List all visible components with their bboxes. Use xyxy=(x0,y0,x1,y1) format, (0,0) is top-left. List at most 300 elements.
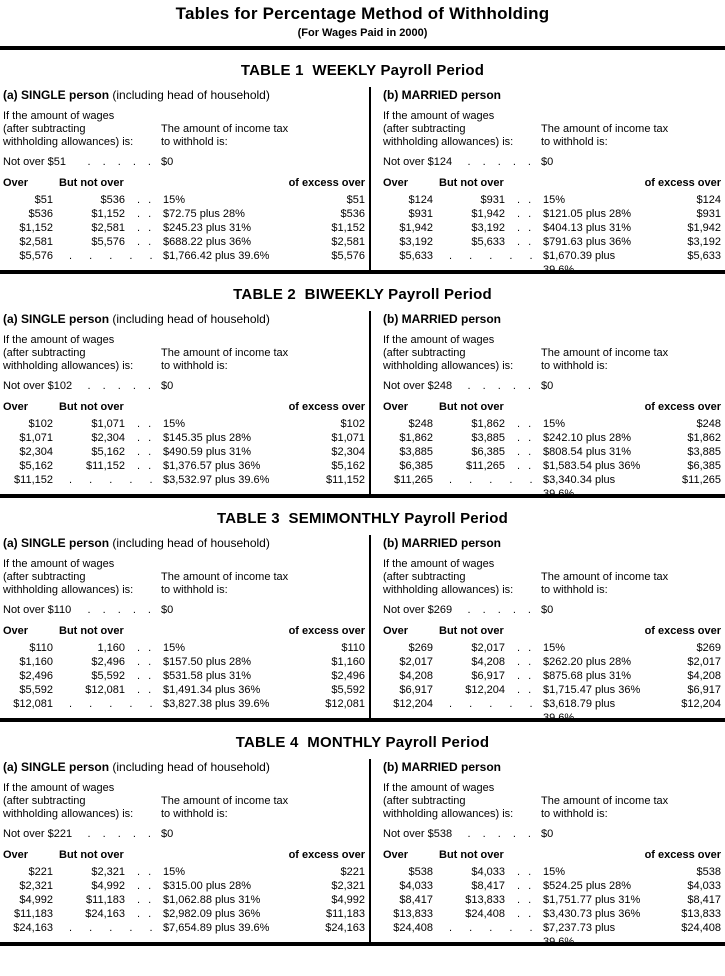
excess-over-amount: $2,581 xyxy=(331,236,365,248)
tax-formula: $262.20 plus 28% xyxy=(543,656,632,668)
tax-desc-line: The amount of income tax xyxy=(161,795,289,807)
over-amount: $3,192 xyxy=(399,236,433,248)
tax-bracket-row xyxy=(383,893,721,907)
excess-over-amount: $2,304 xyxy=(331,446,365,458)
table-title: TABLE 2 BIWEEKLY Payroll Period xyxy=(233,286,492,303)
excess-over-amount: $12,204 xyxy=(681,698,721,710)
wages-desc-line: (after subtracting xyxy=(3,571,86,583)
dot-leader: . . xyxy=(517,880,532,892)
married-section-heading xyxy=(383,760,721,775)
head-of-household-note: (including head of household) xyxy=(112,312,270,326)
single-person-label: SINGLE person xyxy=(21,536,110,550)
not-over-threshold xyxy=(3,380,161,393)
but-not-over-amount: $24,163 xyxy=(85,908,125,920)
married-section-heading xyxy=(383,312,721,327)
tax-bracket-row xyxy=(383,879,721,893)
but-not-over-amount: $4,992 xyxy=(91,880,125,892)
over-amount: $269 xyxy=(408,642,433,654)
column-descriptions xyxy=(383,334,721,373)
over-amount: $11,265 xyxy=(394,474,433,486)
not-over-result: $0 xyxy=(541,156,554,168)
table-columns xyxy=(0,535,725,724)
tax-formula: $1,491.34 plus 36% xyxy=(163,684,261,696)
dot-leader: . . xyxy=(137,194,152,206)
tax-bracket-row xyxy=(383,417,721,431)
dot-leader: . . xyxy=(137,894,152,906)
tax-bracket-row xyxy=(383,459,721,473)
over-amount: $1,160 xyxy=(19,656,53,668)
dot-leader: . . xyxy=(517,894,532,906)
excess-over-amount: $5,162 xyxy=(331,460,365,472)
tax-formula: 15% xyxy=(163,418,186,430)
not-over-amount: $248 xyxy=(427,380,453,392)
not-over-label: Not over $538 xyxy=(383,828,453,840)
excess-over-amount: $124 xyxy=(696,194,721,206)
dot-leader: . . . . . xyxy=(87,380,151,392)
column-descriptions xyxy=(383,558,721,597)
tax-formula: $7,237.73 plus 39.6% xyxy=(543,922,616,948)
over-amount: $2,321 xyxy=(19,880,53,892)
over-column-header: Over xyxy=(383,401,409,413)
excess-over-amount: $931 xyxy=(696,208,721,220)
excess-over-amount: $24,408 xyxy=(681,922,721,934)
excess-over-amount: $110 xyxy=(341,642,365,654)
tax-bracket-row xyxy=(3,249,365,263)
excess-over-amount: $4,033 xyxy=(687,880,721,892)
but-not-over-amount: $5,633 xyxy=(471,236,505,248)
tax-formula: 15% xyxy=(543,194,566,206)
but-not-over-amount: $2,321 xyxy=(91,866,125,878)
payroll-table-2 xyxy=(0,286,725,498)
tax-bracket-row xyxy=(383,473,721,500)
tax-desc-line: to withhold is: xyxy=(541,584,608,596)
bracket-column-headers xyxy=(3,177,365,190)
wages-desc-line: (after subtracting xyxy=(383,571,466,583)
bracket-rows xyxy=(3,417,365,487)
tax-formula: $404.13 plus 31% xyxy=(543,222,632,234)
tax-formula: $791.63 plus 36% xyxy=(543,236,632,248)
dot-leader: . . . . . xyxy=(87,828,151,840)
but-not-over-amount: $12,081 xyxy=(85,684,125,696)
married-person-label: MARRIED person xyxy=(401,760,502,774)
payroll-table-3 xyxy=(0,510,725,722)
dot-leader: . . xyxy=(517,460,532,472)
married-person-label: MARRIED person xyxy=(401,312,502,326)
not-over-amount: $110 xyxy=(47,604,72,616)
tax-formula: $157.50 plus 28% xyxy=(163,656,252,668)
single-person-section xyxy=(0,535,369,718)
tax-formula: $531.58 plus 31% xyxy=(163,670,252,682)
dot-leader: . . xyxy=(517,446,532,458)
dot-leader: . . xyxy=(517,684,532,696)
column-descriptions xyxy=(383,782,721,821)
tax-bracket-row xyxy=(3,459,365,473)
but-not-over-column-header: But not over xyxy=(439,625,504,637)
tax-bracket-row xyxy=(383,207,721,221)
not-over-threshold xyxy=(383,828,541,841)
not-over-label: Not over $269 xyxy=(383,604,453,616)
bracket-rows xyxy=(3,193,365,263)
married-person-section xyxy=(369,759,725,948)
over-amount: $221 xyxy=(28,866,53,878)
wages-desc-line: If the amount of wages xyxy=(383,782,495,794)
not-over-result: $0 xyxy=(541,604,554,616)
dot-leader: . . xyxy=(137,684,152,696)
dot-leader: . . xyxy=(517,194,532,206)
but-not-over-amount: $931 xyxy=(480,194,505,206)
tax-bracket-row xyxy=(383,669,721,683)
but-not-over-amount: $5,576 xyxy=(91,236,125,248)
not-over-label: Not over $110 xyxy=(3,604,72,616)
tax-desc-line: to withhold is: xyxy=(541,360,608,372)
but-not-over-amount: $4,033 xyxy=(471,866,505,878)
tax-formula: $145.35 plus 28% xyxy=(163,432,252,444)
not-over-line xyxy=(383,380,721,393)
dot-leader: . . xyxy=(517,670,532,682)
not-over-threshold xyxy=(383,604,541,617)
over-amount: $5,592 xyxy=(19,684,53,696)
not-over-threshold xyxy=(383,156,541,169)
single-person-section xyxy=(0,87,369,270)
excess-over-amount: $3,885 xyxy=(687,446,721,458)
tax-bracket-row xyxy=(383,445,721,459)
over-amount: $1,862 xyxy=(399,432,433,444)
not-over-amount: $269 xyxy=(427,604,453,616)
bracket-rows xyxy=(383,641,721,724)
tax-desc-line: to withhold is: xyxy=(161,136,228,148)
married-person-label: MARRIED person xyxy=(401,536,502,550)
but-not-over-amount: $1,942 xyxy=(471,208,505,220)
column-descriptions xyxy=(383,110,721,149)
dot-leader: . . xyxy=(137,866,152,878)
single-section-heading xyxy=(3,88,365,103)
but-not-over-column-header: But not over xyxy=(59,177,124,189)
not-over-result: $0 xyxy=(541,828,554,840)
column-descriptions xyxy=(3,110,365,149)
over-amount: $5,633 xyxy=(399,250,433,262)
tax-desc-line: to withhold is: xyxy=(541,808,608,820)
over-amount: $536 xyxy=(28,208,53,220)
dot-leader: . . xyxy=(517,418,532,430)
tax-desc-line: The amount of income tax xyxy=(541,571,669,583)
wages-desc-line: (after subtracting xyxy=(3,347,86,359)
tax-formula: $242.10 plus 28% xyxy=(543,432,632,444)
excess-over-amount: $538 xyxy=(696,866,721,878)
over-amount: $4,033 xyxy=(399,880,433,892)
excess-over-amount: $6,917 xyxy=(687,684,721,696)
not-over-label: Not over $124 xyxy=(383,156,453,168)
tax-formula: $688.22 plus 36% xyxy=(163,236,252,248)
bracket-rows xyxy=(383,417,721,500)
table-columns xyxy=(0,87,725,276)
bracket-rows xyxy=(383,193,721,276)
excess-over-column-header: of excess over xyxy=(288,401,365,413)
tax-bracket-row xyxy=(3,221,365,235)
over-amount: $4,208 xyxy=(399,670,433,682)
married-section-heading xyxy=(383,88,721,103)
excess-over-amount: $11,265 xyxy=(682,474,721,486)
tax-desc-line: The amount of income tax xyxy=(161,571,289,583)
tax-formula: $1,376.57 plus 36% xyxy=(163,460,261,472)
wages-desc-line: withholding allowances) is: xyxy=(383,808,514,820)
not-over-amount: $51 xyxy=(47,156,66,168)
single-prefix-label: (a) xyxy=(3,88,18,102)
bracket-column-headers xyxy=(383,849,721,862)
over-column-header: Over xyxy=(3,849,29,861)
tax-formula: $2,982.09 plus 36% xyxy=(163,908,261,920)
over-amount: $6,385 xyxy=(399,460,433,472)
dot-leader: . . xyxy=(137,656,152,668)
tax-desc-line: to withhold is: xyxy=(161,584,228,596)
married-prefix-label: (b) xyxy=(383,88,399,102)
dot-leader: . . . . . . xyxy=(69,922,173,934)
excess-over-amount: $11,152 xyxy=(326,474,365,486)
but-not-over-amount: $8,417 xyxy=(471,880,505,892)
tax-formula: 15% xyxy=(163,866,186,878)
wages-desc-line: (after subtracting xyxy=(383,123,466,135)
dot-leader: . . xyxy=(137,908,152,920)
married-person-section xyxy=(369,535,725,724)
over-amount: $102 xyxy=(28,418,53,430)
tax-bracket-row xyxy=(3,445,365,459)
single-person-label: SINGLE person xyxy=(21,760,110,774)
excess-over-amount: $221 xyxy=(340,866,365,878)
excess-over-amount: $5,576 xyxy=(331,250,365,262)
single-person-label: SINGLE person xyxy=(21,312,110,326)
not-over-result: $0 xyxy=(161,380,174,392)
tax-formula: $1,751.77 plus 31% xyxy=(543,894,641,906)
not-over-result: $0 xyxy=(541,380,554,392)
bracket-rows xyxy=(3,641,365,711)
over-column-header: Over xyxy=(383,177,409,189)
single-prefix-label: (a) xyxy=(3,312,18,326)
page-title: Tables for Percentage Method of Withholding xyxy=(175,4,550,23)
excess-over-amount: $4,208 xyxy=(687,670,721,682)
tax-bracket-row xyxy=(383,641,721,655)
bracket-column-headers xyxy=(383,401,721,414)
wages-desc-line: withholding allowances) is: xyxy=(383,136,514,148)
excess-over-amount: $1,942 xyxy=(687,222,721,234)
over-column-header: Over xyxy=(383,849,409,861)
but-not-over-amount: $3,885 xyxy=(471,432,505,444)
excess-over-amount: $12,081 xyxy=(325,698,365,710)
not-over-result: $0 xyxy=(161,828,174,840)
wages-desc-line: If the amount of wages xyxy=(3,782,115,794)
over-amount: $24,408 xyxy=(393,922,433,934)
tax-formula: 15% xyxy=(543,866,566,878)
dot-leader: . . xyxy=(517,908,532,920)
but-not-over-amount: $2,304 xyxy=(91,432,125,444)
over-amount: $5,162 xyxy=(19,460,53,472)
wages-description xyxy=(3,782,161,821)
tax-bracket-row xyxy=(383,683,721,697)
tax-formula: $524.25 plus 28% xyxy=(543,880,632,892)
bracket-column-headers xyxy=(383,177,721,190)
dot-leader: . . . . . xyxy=(87,156,151,168)
tax-description xyxy=(541,782,721,821)
wages-description xyxy=(383,782,541,821)
table-title: TABLE 1 WEEKLY Payroll Period xyxy=(240,62,485,79)
wages-desc-line: (after subtracting xyxy=(3,795,86,807)
not-over-threshold xyxy=(3,604,161,617)
head-of-household-note: (including head of household) xyxy=(112,88,270,102)
but-not-over-amount: $1,071 xyxy=(91,418,125,430)
excess-over-column-header: of excess over xyxy=(288,177,365,189)
not-over-amount: $538 xyxy=(427,828,453,840)
over-amount: $6,917 xyxy=(399,684,433,696)
excess-over-column-header: of excess over xyxy=(644,177,721,189)
dot-leader: . . . . . . xyxy=(449,922,553,934)
over-amount: $2,496 xyxy=(19,670,53,682)
not-over-amount: $221 xyxy=(47,828,73,840)
tables-container xyxy=(0,62,725,946)
excess-over-amount: $1,862 xyxy=(687,432,721,444)
tax-formula: $1,583.54 plus 36% xyxy=(543,460,641,472)
dot-leader: . . xyxy=(517,236,532,248)
tax-formula: $3,340.34 plus 39.6% xyxy=(543,474,616,500)
tax-desc-line: to withhold is: xyxy=(161,360,228,372)
but-not-over-column-header: But not over xyxy=(59,849,124,861)
dot-leader: . . xyxy=(137,236,152,248)
payroll-table-1 xyxy=(0,62,725,274)
tax-formula: $7,654.89 plus 39.6% xyxy=(163,922,270,934)
not-over-threshold xyxy=(3,828,161,841)
single-prefix-label: (a) xyxy=(3,760,18,774)
over-amount: $931 xyxy=(408,208,433,220)
married-section-heading xyxy=(383,536,721,551)
over-amount: $3,885 xyxy=(399,446,433,458)
but-not-over-amount: $6,385 xyxy=(471,446,505,458)
tax-description xyxy=(161,110,365,149)
tax-bracket-row xyxy=(383,921,721,948)
but-not-over-column-header: But not over xyxy=(59,625,124,637)
but-not-over-column-header: But not over xyxy=(439,849,504,861)
dot-leader: . . xyxy=(137,642,152,654)
excess-over-column-header: of excess over xyxy=(644,401,721,413)
wages-description xyxy=(3,558,161,597)
tax-desc-line: The amount of income tax xyxy=(541,123,669,135)
married-person-label: MARRIED person xyxy=(401,88,502,102)
but-not-over-amount: 1,160 xyxy=(97,642,125,654)
tax-bracket-row xyxy=(3,417,365,431)
but-not-over-column-header: But not over xyxy=(439,401,504,413)
married-prefix-label: (b) xyxy=(383,312,399,326)
withholding-tables-page xyxy=(0,4,725,976)
wages-desc-line: (after subtracting xyxy=(383,795,466,807)
not-over-result: $0 xyxy=(161,604,174,616)
excess-over-amount: $2,321 xyxy=(331,880,365,892)
tax-bracket-row xyxy=(3,473,365,487)
single-section-heading xyxy=(3,760,365,775)
payroll-table-4 xyxy=(0,734,725,946)
excess-over-amount: $3,192 xyxy=(687,236,721,248)
dot-leader: . . xyxy=(137,460,152,472)
tax-formula: $1,670.39 plus 39.6% xyxy=(543,250,616,276)
bracket-column-headers xyxy=(3,849,365,862)
excess-over-amount: $1,071 xyxy=(331,432,365,444)
dot-leader: . . xyxy=(137,208,152,220)
tax-formula: $3,430.73 plus 36% xyxy=(543,908,641,920)
not-over-result: $0 xyxy=(161,156,174,168)
but-not-over-column-header: But not over xyxy=(59,401,124,413)
tax-formula: $3,827.38 plus 39.6% xyxy=(163,698,270,710)
wages-description xyxy=(383,110,541,149)
but-not-over-amount: $4,208 xyxy=(471,656,505,668)
dot-leader: . . xyxy=(137,446,152,458)
dot-leader: . . . . . xyxy=(467,604,531,616)
over-amount: $12,081 xyxy=(13,698,53,710)
not-over-threshold xyxy=(3,156,161,169)
wages-desc-line: If the amount of wages xyxy=(3,334,115,346)
tax-formula: $1,766.42 plus 39.6% xyxy=(163,250,270,262)
excess-over-amount: $24,163 xyxy=(325,922,365,934)
tax-desc-line: The amount of income tax xyxy=(541,795,669,807)
wages-desc-line: If the amount of wages xyxy=(383,334,495,346)
wages-desc-line: withholding allowances) is: xyxy=(3,808,134,820)
tax-bracket-row xyxy=(3,641,365,655)
but-not-over-amount: $1,152 xyxy=(91,208,125,220)
wages-desc-line: (after subtracting xyxy=(383,347,466,359)
tax-bracket-row xyxy=(3,893,365,907)
dot-leader: . . xyxy=(137,418,152,430)
but-not-over-amount: $11,183 xyxy=(86,894,125,906)
dot-leader: . . xyxy=(517,222,532,234)
but-not-over-amount: $24,408 xyxy=(465,908,505,920)
tax-formula: $1,062.88 plus 31% xyxy=(163,894,261,906)
tax-formula: $1,715.47 plus 36% xyxy=(543,684,641,696)
tax-bracket-row xyxy=(3,879,365,893)
wages-desc-line: If the amount of wages xyxy=(3,558,115,570)
excess-over-amount: $4,992 xyxy=(331,894,365,906)
wages-description xyxy=(3,110,161,149)
but-not-over-amount: $5,592 xyxy=(91,670,125,682)
wages-desc-line: withholding allowances) is: xyxy=(3,136,134,148)
not-over-amount: $124 xyxy=(427,156,453,168)
bracket-column-headers xyxy=(3,625,365,638)
tax-bracket-row xyxy=(3,207,365,221)
tax-formula: 15% xyxy=(163,642,186,654)
single-section-heading xyxy=(3,536,365,551)
excess-over-amount: $102 xyxy=(340,418,365,430)
tax-bracket-row xyxy=(3,683,365,697)
tax-bracket-row xyxy=(383,697,721,724)
bracket-column-headers xyxy=(383,625,721,638)
dot-leader: . . xyxy=(517,432,532,444)
not-over-line xyxy=(3,156,365,169)
not-over-line xyxy=(3,604,365,617)
not-over-line xyxy=(383,156,721,169)
over-amount: $12,204 xyxy=(393,698,433,710)
tax-desc-line: The amount of income tax xyxy=(161,123,289,135)
tax-bracket-row xyxy=(383,655,721,669)
but-not-over-amount: $3,192 xyxy=(471,222,505,234)
tax-bracket-row xyxy=(3,431,365,445)
wages-desc-line: withholding allowances) is: xyxy=(383,584,514,596)
but-not-over-amount: $6,917 xyxy=(471,670,505,682)
not-over-label: Not over $102 xyxy=(3,380,73,392)
tax-desc-line: to withhold is: xyxy=(541,136,608,148)
married-person-section xyxy=(369,311,725,500)
column-descriptions xyxy=(3,558,365,597)
excess-over-amount: $11,183 xyxy=(326,908,365,920)
married-person-section xyxy=(369,87,725,276)
dot-leader: . . xyxy=(137,222,152,234)
excess-over-amount: $1,160 xyxy=(331,656,365,668)
excess-over-column-header: of excess over xyxy=(288,849,365,861)
over-amount: $11,152 xyxy=(14,474,53,486)
over-column-header: Over xyxy=(383,625,409,637)
excess-over-amount: $5,633 xyxy=(687,250,721,262)
